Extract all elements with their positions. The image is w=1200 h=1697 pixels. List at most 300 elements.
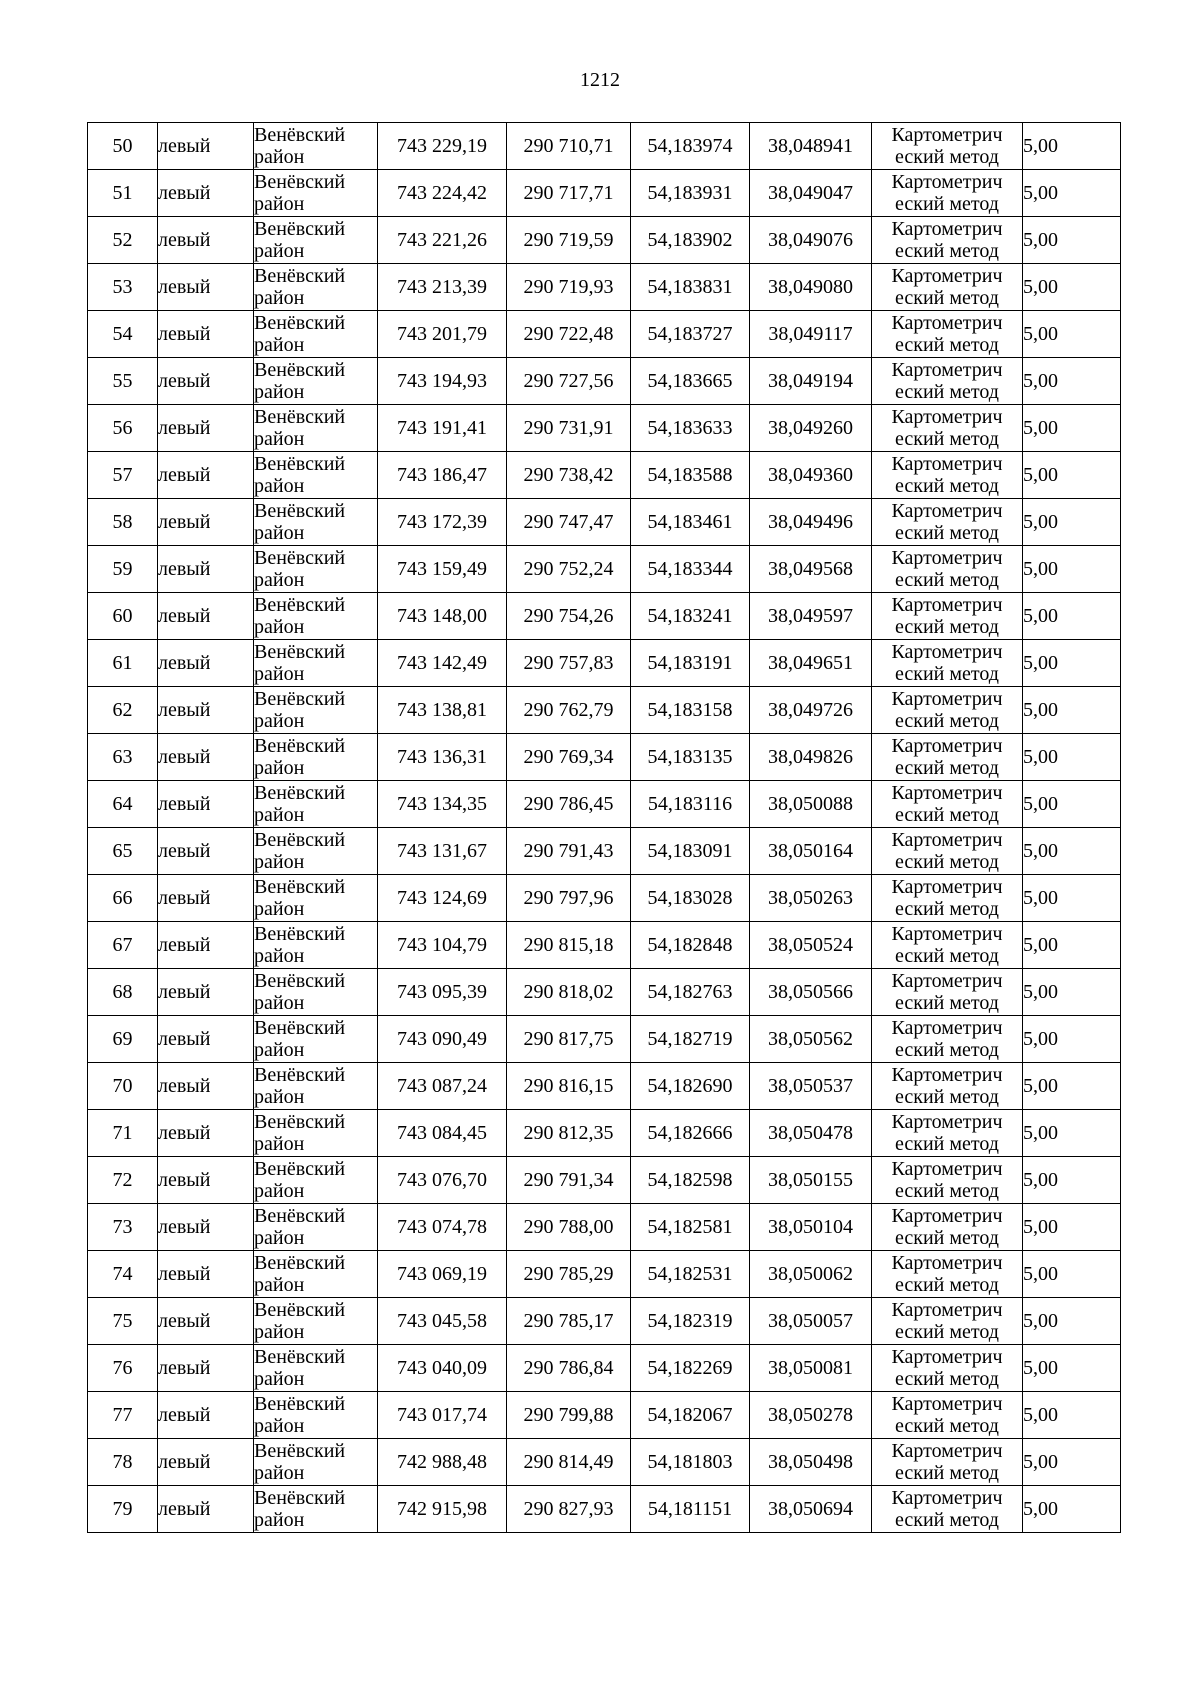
method-cell bbox=[872, 593, 1023, 640]
district-line-1: Венёвский bbox=[254, 594, 346, 616]
latitude-cell: 54,182598 bbox=[631, 1157, 750, 1204]
longitude-cell: 38,049726 bbox=[750, 687, 872, 734]
district-cell bbox=[254, 1063, 378, 1110]
district-line-2: район bbox=[254, 1133, 305, 1155]
y-coordinate-cell: 290 788,00 bbox=[507, 1204, 631, 1251]
district-line-1: Венёвский bbox=[254, 641, 346, 663]
method-line-1: Картометрич bbox=[891, 406, 1003, 428]
y-coordinate-cell: 290 762,79 bbox=[507, 687, 631, 734]
district-line-2: район bbox=[254, 898, 305, 920]
method-line-2: еский метод bbox=[895, 898, 999, 920]
district-line-1: Венёвский bbox=[254, 1252, 346, 1274]
x-coordinate-cell: 742 988,48 bbox=[378, 1439, 507, 1486]
method-cell bbox=[872, 452, 1023, 499]
district-cell bbox=[254, 311, 378, 358]
point-number-cell: 50 bbox=[88, 123, 158, 170]
side-cell: левый bbox=[158, 499, 254, 546]
table-body bbox=[88, 123, 1121, 1533]
latitude-cell: 54,182690 bbox=[631, 1063, 750, 1110]
district-line-1: Венёвский bbox=[254, 1017, 346, 1039]
width-cell: 5,00 bbox=[1023, 969, 1121, 1016]
y-coordinate-cell: 290 769,34 bbox=[507, 734, 631, 781]
longitude-cell: 38,050478 bbox=[750, 1110, 872, 1157]
district-line-2: район bbox=[254, 804, 305, 826]
method-cell bbox=[872, 1204, 1023, 1251]
side-cell: левый bbox=[158, 1157, 254, 1204]
x-coordinate-cell: 743 186,47 bbox=[378, 452, 507, 499]
district-line-1: Венёвский bbox=[254, 829, 346, 851]
point-number-cell: 65 bbox=[88, 828, 158, 875]
width-cell: 5,00 bbox=[1023, 1204, 1121, 1251]
table-row bbox=[88, 969, 1121, 1016]
width-cell: 5,00 bbox=[1023, 405, 1121, 452]
latitude-cell: 54,183633 bbox=[631, 405, 750, 452]
district-line-2: район bbox=[254, 851, 305, 873]
district-line-1: Венёвский bbox=[254, 406, 346, 428]
district-line-1: Венёвский bbox=[254, 876, 346, 898]
method-cell bbox=[872, 687, 1023, 734]
width-cell: 5,00 bbox=[1023, 781, 1121, 828]
method-line-2: еский метод bbox=[895, 1462, 999, 1484]
method-cell bbox=[872, 1016, 1023, 1063]
method-cell bbox=[872, 1063, 1023, 1110]
district-line-1: Венёвский bbox=[254, 923, 346, 945]
point-number-cell: 55 bbox=[88, 358, 158, 405]
longitude-cell: 38,049568 bbox=[750, 546, 872, 593]
y-coordinate-cell: 290 791,43 bbox=[507, 828, 631, 875]
side-cell: левый bbox=[158, 687, 254, 734]
latitude-cell: 54,183091 bbox=[631, 828, 750, 875]
method-line-1: Картометрич bbox=[891, 876, 1003, 898]
district-cell bbox=[254, 546, 378, 593]
side-cell: левый bbox=[158, 405, 254, 452]
method-line-1: Картометрич bbox=[891, 171, 1003, 193]
district-cell bbox=[254, 1392, 378, 1439]
district-line-1: Венёвский bbox=[254, 547, 346, 569]
district-line-2: район bbox=[254, 1415, 305, 1437]
page-number: 1212 bbox=[580, 69, 620, 91]
method-line-1: Картометрич bbox=[891, 735, 1003, 757]
district-line-2: район bbox=[254, 381, 305, 403]
method-line-1: Картометрич bbox=[891, 218, 1003, 240]
longitude-cell: 38,049651 bbox=[750, 640, 872, 687]
y-coordinate-cell: 290 815,18 bbox=[507, 922, 631, 969]
district-cell bbox=[254, 640, 378, 687]
method-line-2: еский метод bbox=[895, 616, 999, 638]
district-line-2: район bbox=[254, 945, 305, 967]
point-number-cell: 73 bbox=[88, 1204, 158, 1251]
method-line-2: еский метод bbox=[895, 334, 999, 356]
district-line-2: район bbox=[254, 1227, 305, 1249]
side-cell: левый bbox=[158, 264, 254, 311]
x-coordinate-cell: 742 915,98 bbox=[378, 1486, 507, 1533]
latitude-cell: 54,181151 bbox=[631, 1486, 750, 1533]
method-line-2: еский метод bbox=[895, 851, 999, 873]
method-cell bbox=[872, 828, 1023, 875]
district-line-2: район bbox=[254, 1039, 305, 1061]
point-number-cell: 62 bbox=[88, 687, 158, 734]
longitude-cell: 38,049047 bbox=[750, 170, 872, 217]
table-row bbox=[88, 922, 1121, 969]
longitude-cell: 38,049117 bbox=[750, 311, 872, 358]
y-coordinate-cell: 290 816,15 bbox=[507, 1063, 631, 1110]
latitude-cell: 54,183191 bbox=[631, 640, 750, 687]
district-cell bbox=[254, 781, 378, 828]
point-number-cell: 54 bbox=[88, 311, 158, 358]
table-row bbox=[88, 781, 1121, 828]
side-cell: левый bbox=[158, 969, 254, 1016]
method-line-1: Картометрич bbox=[891, 970, 1003, 992]
method-line-2: еский метод bbox=[895, 287, 999, 309]
point-number-cell: 60 bbox=[88, 593, 158, 640]
method-line-2: еский метод bbox=[895, 1227, 999, 1249]
y-coordinate-cell: 290 785,17 bbox=[507, 1298, 631, 1345]
latitude-cell: 54,183902 bbox=[631, 217, 750, 264]
width-cell: 5,00 bbox=[1023, 123, 1121, 170]
table-row bbox=[88, 640, 1121, 687]
point-number-cell: 70 bbox=[88, 1063, 158, 1110]
point-number-cell: 61 bbox=[88, 640, 158, 687]
side-cell: левый bbox=[158, 781, 254, 828]
longitude-cell: 38,050566 bbox=[750, 969, 872, 1016]
latitude-cell: 54,183974 bbox=[631, 123, 750, 170]
district-cell bbox=[254, 264, 378, 311]
y-coordinate-cell: 290 747,47 bbox=[507, 499, 631, 546]
method-line-1: Картометрич bbox=[891, 547, 1003, 569]
district-line-1: Венёвский bbox=[254, 1440, 346, 1462]
method-line-1: Картометрич bbox=[891, 829, 1003, 851]
latitude-cell: 54,183931 bbox=[631, 170, 750, 217]
side-cell: левый bbox=[158, 1251, 254, 1298]
point-number-cell: 74 bbox=[88, 1251, 158, 1298]
x-coordinate-cell: 743 095,39 bbox=[378, 969, 507, 1016]
latitude-cell: 54,182067 bbox=[631, 1392, 750, 1439]
latitude-cell: 54,183135 bbox=[631, 734, 750, 781]
longitude-cell: 38,049360 bbox=[750, 452, 872, 499]
method-line-1: Картометрич bbox=[891, 124, 1003, 146]
district-cell bbox=[254, 969, 378, 1016]
point-number-cell: 53 bbox=[88, 264, 158, 311]
method-line-2: еский метод bbox=[895, 475, 999, 497]
method-line-1: Картометрич bbox=[891, 594, 1003, 616]
width-cell: 5,00 bbox=[1023, 1298, 1121, 1345]
width-cell: 5,00 bbox=[1023, 264, 1121, 311]
district-line-1: Венёвский bbox=[254, 1064, 346, 1086]
method-line-1: Картометрич bbox=[891, 1017, 1003, 1039]
x-coordinate-cell: 743 017,74 bbox=[378, 1392, 507, 1439]
y-coordinate-cell: 290 754,26 bbox=[507, 593, 631, 640]
longitude-cell: 38,050062 bbox=[750, 1251, 872, 1298]
method-line-2: еский метод bbox=[895, 1274, 999, 1296]
method-line-2: еский метод bbox=[895, 1086, 999, 1108]
y-coordinate-cell: 290 757,83 bbox=[507, 640, 631, 687]
method-cell bbox=[872, 922, 1023, 969]
y-coordinate-cell: 290 799,88 bbox=[507, 1392, 631, 1439]
longitude-cell: 38,050081 bbox=[750, 1345, 872, 1392]
method-cell bbox=[872, 1157, 1023, 1204]
width-cell: 5,00 bbox=[1023, 593, 1121, 640]
district-cell bbox=[254, 123, 378, 170]
method-line-2: еский метод bbox=[895, 757, 999, 779]
method-line-2: еский метод bbox=[895, 1321, 999, 1343]
width-cell: 5,00 bbox=[1023, 311, 1121, 358]
table-row bbox=[88, 593, 1121, 640]
point-number-cell: 71 bbox=[88, 1110, 158, 1157]
latitude-cell: 54,182763 bbox=[631, 969, 750, 1016]
longitude-cell: 38,049826 bbox=[750, 734, 872, 781]
district-cell bbox=[254, 1298, 378, 1345]
method-line-1: Картометрич bbox=[891, 1487, 1003, 1509]
width-cell: 5,00 bbox=[1023, 1063, 1121, 1110]
x-coordinate-cell: 743 136,31 bbox=[378, 734, 507, 781]
district-line-2: район bbox=[254, 1509, 305, 1531]
width-cell: 5,00 bbox=[1023, 875, 1121, 922]
method-line-1: Картометрич bbox=[891, 641, 1003, 663]
district-cell bbox=[254, 1345, 378, 1392]
y-coordinate-cell: 290 786,84 bbox=[507, 1345, 631, 1392]
y-coordinate-cell: 290 827,93 bbox=[507, 1486, 631, 1533]
x-coordinate-cell: 743 221,26 bbox=[378, 217, 507, 264]
longitude-cell: 38,050524 bbox=[750, 922, 872, 969]
point-number-cell: 77 bbox=[88, 1392, 158, 1439]
side-cell: левый bbox=[158, 1298, 254, 1345]
side-cell: левый bbox=[158, 1063, 254, 1110]
latitude-cell: 54,182269 bbox=[631, 1345, 750, 1392]
width-cell: 5,00 bbox=[1023, 687, 1121, 734]
x-coordinate-cell: 743 124,69 bbox=[378, 875, 507, 922]
y-coordinate-cell: 290 717,71 bbox=[507, 170, 631, 217]
longitude-cell: 38,049496 bbox=[750, 499, 872, 546]
width-cell: 5,00 bbox=[1023, 358, 1121, 405]
side-cell: левый bbox=[158, 217, 254, 264]
side-cell: левый bbox=[158, 734, 254, 781]
method-line-2: еский метод bbox=[895, 569, 999, 591]
method-line-2: еский метод bbox=[895, 992, 999, 1014]
method-line-1: Картометрич bbox=[891, 1158, 1003, 1180]
latitude-cell: 54,182848 bbox=[631, 922, 750, 969]
method-line-1: Картометрич bbox=[891, 923, 1003, 945]
y-coordinate-cell: 290 752,24 bbox=[507, 546, 631, 593]
x-coordinate-cell: 743 213,39 bbox=[378, 264, 507, 311]
longitude-cell: 38,050694 bbox=[750, 1486, 872, 1533]
point-number-cell: 57 bbox=[88, 452, 158, 499]
latitude-cell: 54,181803 bbox=[631, 1439, 750, 1486]
x-coordinate-cell: 743 069,19 bbox=[378, 1251, 507, 1298]
district-line-2: район bbox=[254, 710, 305, 732]
latitude-cell: 54,183727 bbox=[631, 311, 750, 358]
district-line-1: Венёвский bbox=[254, 1393, 346, 1415]
side-cell: левый bbox=[158, 593, 254, 640]
side-cell: левый bbox=[158, 1110, 254, 1157]
district-line-1: Венёвский bbox=[254, 218, 346, 240]
method-line-2: еский метод bbox=[895, 240, 999, 262]
width-cell: 5,00 bbox=[1023, 1016, 1121, 1063]
longitude-cell: 38,048941 bbox=[750, 123, 872, 170]
table-row bbox=[88, 1110, 1121, 1157]
x-coordinate-cell: 743 194,93 bbox=[378, 358, 507, 405]
table-row bbox=[88, 452, 1121, 499]
point-number-cell: 64 bbox=[88, 781, 158, 828]
method-cell bbox=[872, 405, 1023, 452]
table-row bbox=[88, 687, 1121, 734]
x-coordinate-cell: 743 104,79 bbox=[378, 922, 507, 969]
method-cell bbox=[872, 170, 1023, 217]
district-cell bbox=[254, 875, 378, 922]
method-line-2: еский метод bbox=[895, 381, 999, 403]
method-line-1: Картометрич bbox=[891, 1205, 1003, 1227]
method-line-2: еский метод bbox=[895, 428, 999, 450]
district-line-2: район bbox=[254, 1086, 305, 1108]
district-cell bbox=[254, 217, 378, 264]
latitude-cell: 54,183158 bbox=[631, 687, 750, 734]
side-cell: левый bbox=[158, 358, 254, 405]
table-row bbox=[88, 1439, 1121, 1486]
coordinates-table bbox=[87, 122, 1121, 1533]
district-cell bbox=[254, 1110, 378, 1157]
side-cell: левый bbox=[158, 1016, 254, 1063]
y-coordinate-cell: 290 727,56 bbox=[507, 358, 631, 405]
latitude-cell: 54,183831 bbox=[631, 264, 750, 311]
district-line-2: район bbox=[254, 287, 305, 309]
method-cell bbox=[872, 1251, 1023, 1298]
longitude-cell: 38,050155 bbox=[750, 1157, 872, 1204]
table-row bbox=[88, 123, 1121, 170]
table-row bbox=[88, 1063, 1121, 1110]
district-line-1: Венёвский bbox=[254, 1205, 346, 1227]
table-row bbox=[88, 170, 1121, 217]
district-line-2: район bbox=[254, 428, 305, 450]
width-cell: 5,00 bbox=[1023, 452, 1121, 499]
method-cell bbox=[872, 969, 1023, 1016]
district-line-1: Венёвский bbox=[254, 1487, 346, 1509]
method-line-2: еский метод bbox=[895, 663, 999, 685]
longitude-cell: 38,050562 bbox=[750, 1016, 872, 1063]
method-cell bbox=[872, 499, 1023, 546]
district-line-2: район bbox=[254, 334, 305, 356]
method-cell bbox=[872, 123, 1023, 170]
district-line-1: Венёвский bbox=[254, 359, 346, 381]
point-number-cell: 51 bbox=[88, 170, 158, 217]
method-cell bbox=[872, 1345, 1023, 1392]
longitude-cell: 38,050057 bbox=[750, 1298, 872, 1345]
district-line-2: район bbox=[254, 475, 305, 497]
point-number-cell: 78 bbox=[88, 1439, 158, 1486]
method-line-2: еский метод bbox=[895, 1368, 999, 1390]
district-line-1: Венёвский bbox=[254, 265, 346, 287]
x-coordinate-cell: 743 045,58 bbox=[378, 1298, 507, 1345]
method-line-2: еский метод bbox=[895, 1509, 999, 1531]
latitude-cell: 54,182719 bbox=[631, 1016, 750, 1063]
district-cell bbox=[254, 1157, 378, 1204]
y-coordinate-cell: 290 818,02 bbox=[507, 969, 631, 1016]
side-cell: левый bbox=[158, 640, 254, 687]
longitude-cell: 38,050537 bbox=[750, 1063, 872, 1110]
table-row bbox=[88, 734, 1121, 781]
x-coordinate-cell: 743 159,49 bbox=[378, 546, 507, 593]
district-line-2: район bbox=[254, 569, 305, 591]
x-coordinate-cell: 743 087,24 bbox=[378, 1063, 507, 1110]
method-line-2: еский метод bbox=[895, 522, 999, 544]
y-coordinate-cell: 290 814,49 bbox=[507, 1439, 631, 1486]
district-line-2: район bbox=[254, 193, 305, 215]
table-row bbox=[88, 311, 1121, 358]
district-line-1: Венёвский bbox=[254, 1111, 346, 1133]
longitude-cell: 38,050104 bbox=[750, 1204, 872, 1251]
method-cell bbox=[872, 1110, 1023, 1157]
district-line-2: район bbox=[254, 1274, 305, 1296]
width-cell: 5,00 bbox=[1023, 546, 1121, 593]
y-coordinate-cell: 290 722,48 bbox=[507, 311, 631, 358]
y-coordinate-cell: 290 719,93 bbox=[507, 264, 631, 311]
district-line-1: Венёвский bbox=[254, 688, 346, 710]
method-line-1: Картометрич bbox=[891, 1252, 1003, 1274]
latitude-cell: 54,182666 bbox=[631, 1110, 750, 1157]
latitude-cell: 54,183665 bbox=[631, 358, 750, 405]
point-number-cell: 58 bbox=[88, 499, 158, 546]
table-row bbox=[88, 358, 1121, 405]
width-cell: 5,00 bbox=[1023, 734, 1121, 781]
district-line-1: Венёвский bbox=[254, 970, 346, 992]
x-coordinate-cell: 743 134,35 bbox=[378, 781, 507, 828]
latitude-cell: 54,183028 bbox=[631, 875, 750, 922]
table-row bbox=[88, 1251, 1121, 1298]
side-cell: левый bbox=[158, 1392, 254, 1439]
x-coordinate-cell: 743 131,67 bbox=[378, 828, 507, 875]
method-line-1: Картометрич bbox=[891, 1299, 1003, 1321]
width-cell: 5,00 bbox=[1023, 1157, 1121, 1204]
side-cell: левый bbox=[158, 1486, 254, 1533]
method-cell bbox=[872, 358, 1023, 405]
district-cell bbox=[254, 1251, 378, 1298]
district-line-1: Венёвский bbox=[254, 312, 346, 334]
latitude-cell: 54,182531 bbox=[631, 1251, 750, 1298]
width-cell: 5,00 bbox=[1023, 170, 1121, 217]
side-cell: левый bbox=[158, 922, 254, 969]
x-coordinate-cell: 743 224,42 bbox=[378, 170, 507, 217]
district-cell bbox=[254, 499, 378, 546]
table-row bbox=[88, 405, 1121, 452]
method-line-1: Картометрич bbox=[891, 1111, 1003, 1133]
district-line-1: Венёвский bbox=[254, 1299, 346, 1321]
method-cell bbox=[872, 640, 1023, 687]
district-line-2: район bbox=[254, 1321, 305, 1343]
district-line-2: район bbox=[254, 663, 305, 685]
method-line-1: Картометрич bbox=[891, 1440, 1003, 1462]
side-cell: левый bbox=[158, 828, 254, 875]
side-cell: левый bbox=[158, 1439, 254, 1486]
district-cell bbox=[254, 170, 378, 217]
method-line-2: еский метод bbox=[895, 804, 999, 826]
latitude-cell: 54,183461 bbox=[631, 499, 750, 546]
longitude-cell: 38,049597 bbox=[750, 593, 872, 640]
method-line-2: еский метод bbox=[895, 945, 999, 967]
point-number-cell: 69 bbox=[88, 1016, 158, 1063]
method-cell bbox=[872, 546, 1023, 593]
district-line-1: Венёвский bbox=[254, 1346, 346, 1368]
x-coordinate-cell: 743 191,41 bbox=[378, 405, 507, 452]
district-line-2: район bbox=[254, 522, 305, 544]
table-row bbox=[88, 1016, 1121, 1063]
district-cell bbox=[254, 687, 378, 734]
method-cell bbox=[872, 734, 1023, 781]
method-cell bbox=[872, 1298, 1023, 1345]
district-line-2: район bbox=[254, 1368, 305, 1390]
method-cell bbox=[872, 217, 1023, 264]
method-line-1: Картометрич bbox=[891, 1064, 1003, 1086]
x-coordinate-cell: 743 148,00 bbox=[378, 593, 507, 640]
side-cell: левый bbox=[158, 875, 254, 922]
width-cell: 5,00 bbox=[1023, 640, 1121, 687]
